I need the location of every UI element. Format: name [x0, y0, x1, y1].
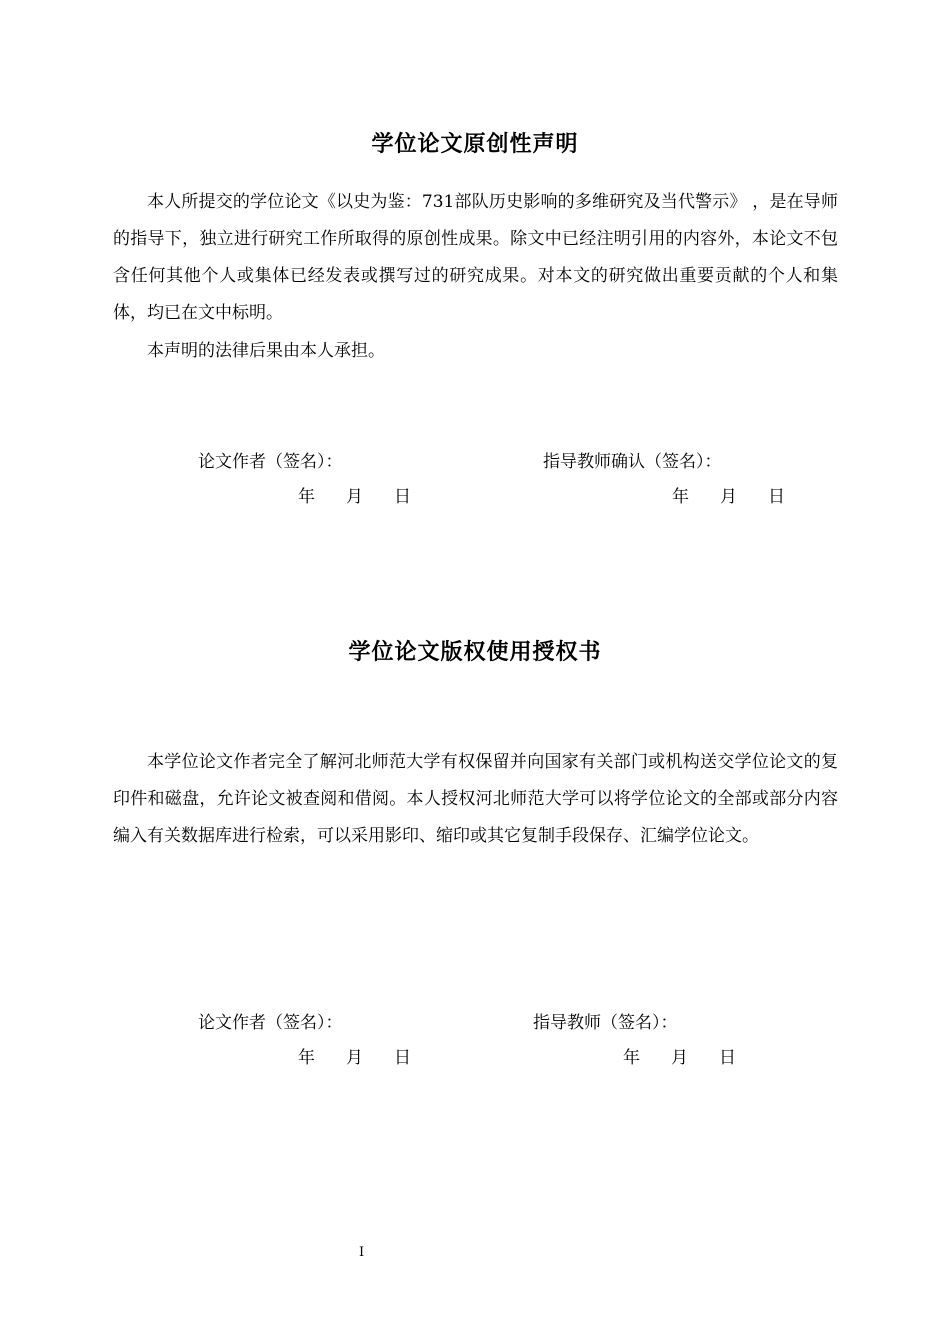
date-day-label: 日	[768, 487, 785, 507]
date-month-label: 月	[671, 1048, 688, 1068]
date-month-label: 月	[346, 1048, 363, 1068]
date-year-label: 年	[672, 487, 689, 507]
author-signature-date	[298, 1043, 411, 1068]
date-day-label: 日	[394, 487, 411, 507]
advisor-signature-date	[672, 482, 785, 507]
date-day-label: 日	[719, 1048, 736, 1068]
copyright-authorization-title: 学位论文版权使用授权书	[348, 640, 602, 665]
copyright-authorization-paragraph: 本学位论文作者完全了解河北师范大学有权保留并向国家有关部门或机构送交学位论文的复印件和磁盘，允许论文被查阅和借阅。本人授权河北师范大学可以将学位论文的全部或部分内容编入有关数据库进行检索，可以采用影印、缩印或其它复制手段保存、汇编学位论文。	[113, 752, 838, 846]
advisor-confirm-signature-label: 指导教师确认（签名）：	[543, 452, 722, 472]
date-month-label: 月	[720, 487, 737, 507]
date-year-label: 年	[298, 487, 315, 507]
date-day-label: 日	[394, 1048, 411, 1068]
advisor-signature-label: 指导教师（签名）：	[533, 1013, 678, 1033]
date-year-label: 年	[298, 1048, 315, 1068]
originality-statement-title: 学位论文原创性声明	[371, 132, 579, 157]
author-signature-label: 论文作者（签名）：	[198, 1013, 343, 1033]
originality-statement-paragraph: 本人所提交的学位论文《以史为鉴：731部队历史影响的多维研究及当代警示》 ，是在导师的指导下，独立进行研究工作所取得的原创性成果。除文中已经注明引用的内容外，本论文不包含任何其他个人或集体已经发表或撰写过的研究成果。对本文的研究做出重要贡献的个人和集体，均已在文中标明。	[113, 192, 838, 323]
author-signature-date	[298, 482, 411, 507]
advisor-signature-date	[623, 1043, 736, 1068]
page-number: I	[359, 1245, 365, 1260]
date-month-label: 月	[346, 487, 363, 507]
author-signature-label: 论文作者（签名）：	[198, 452, 343, 472]
date-year-label: 年	[623, 1048, 640, 1068]
legal-consequence-paragraph: 本声明的法律后果由本人承担。	[147, 341, 385, 361]
